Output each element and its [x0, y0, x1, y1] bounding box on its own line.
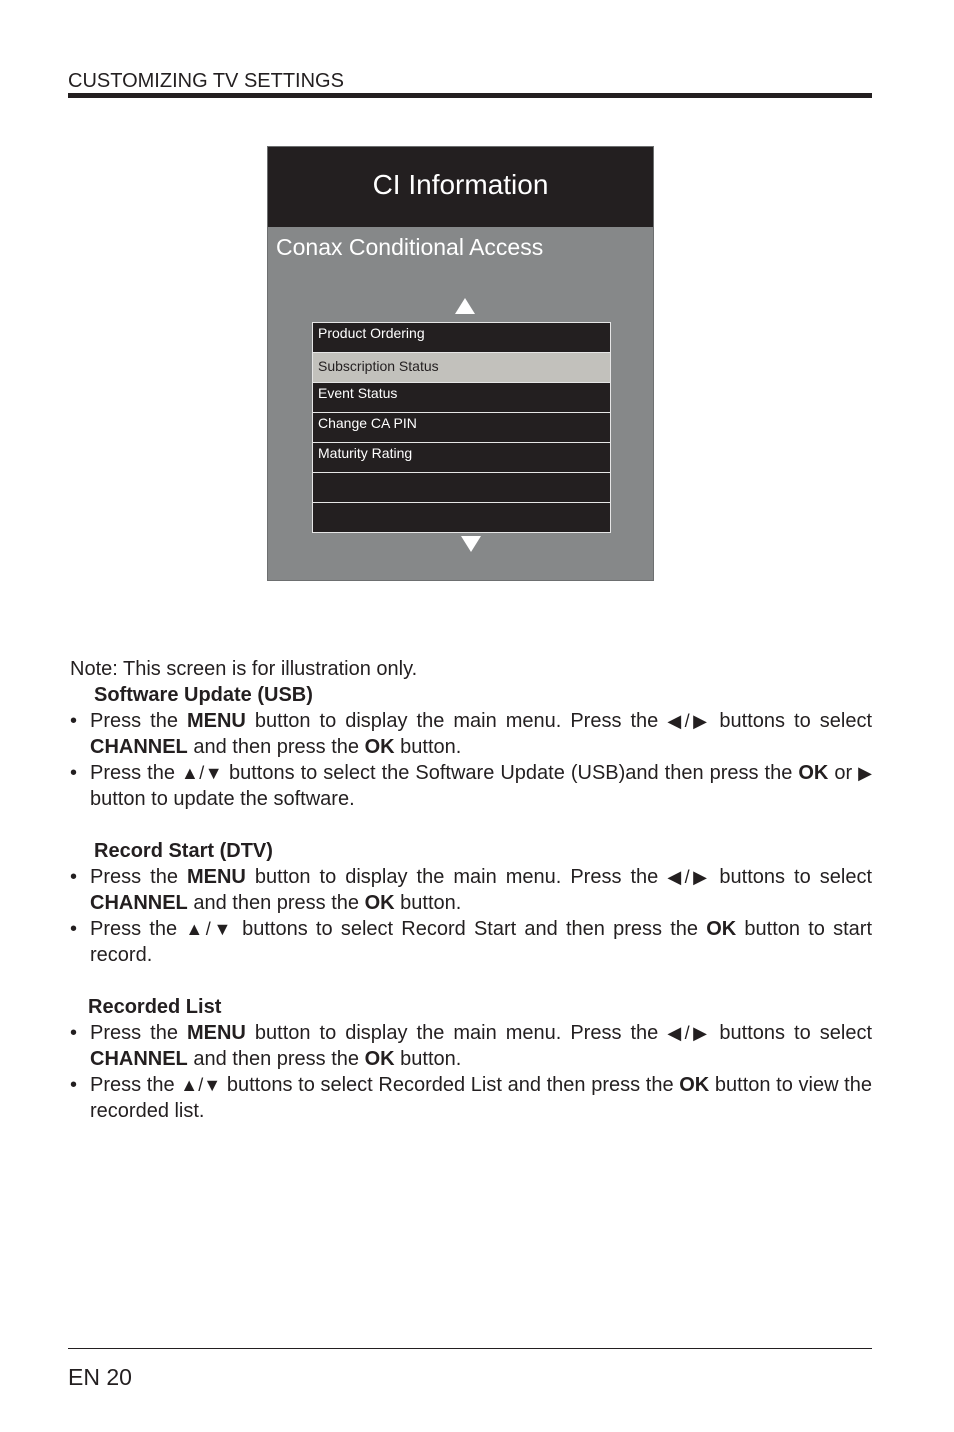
page-number: EN 20 [68, 1364, 132, 1390]
list-item: • Press the MENU button to display the main menu. Press the ◀/▶ buttons to select CHANNEL and then press the OK button. [70, 708, 872, 760]
menu-item-event-status[interactable]: Event Status [313, 383, 610, 413]
menu-item-maturity-rating[interactable]: Maturity Rating [313, 443, 610, 473]
right-arrow-icon: ▶ [858, 763, 872, 783]
note: Note: This screen is for illustration only. [70, 658, 418, 680]
section-title: Software Update (USB) [94, 684, 313, 706]
scroll-down-arrow-icon [461, 536, 481, 552]
menu-item-subscription-status[interactable]: Subscription Status [313, 353, 610, 383]
up-down-arrows-icon: ▲/▼ [180, 1075, 222, 1095]
left-right-arrows-icon: ◀/▶ [667, 867, 711, 887]
header-rule [68, 93, 872, 98]
list-item: • Press the MENU button to display the main menu. Press the ◀/▶ buttons to select CHANNEL and then press the OK button. [70, 864, 872, 916]
menu-item-empty [313, 503, 610, 533]
instructions [70, 656, 872, 1124]
menu-item-empty [313, 473, 610, 503]
up-down-arrows-icon: ▲/▼ [185, 919, 234, 939]
menu-list [312, 322, 611, 533]
scroll-up-arrow-icon [455, 298, 475, 314]
menu-title: CI Information [268, 147, 653, 227]
left-right-arrows-icon: ◀/▶ [667, 711, 711, 731]
menu-item-product-ordering[interactable]: Product Ordering [313, 323, 610, 353]
list-item: • Press the ▲/▼ buttons to select the Software Update (USB)and then press the OK or ▶ button to update the software. [70, 760, 872, 812]
menu-subtitle: Conax Conditional Access [276, 234, 544, 260]
section-software-update [70, 682, 872, 812]
ci-information-screen [267, 146, 654, 581]
section-title: Recorded List [88, 996, 222, 1018]
menu-item-change-ca-pin[interactable]: Change CA PIN [313, 413, 610, 443]
section-record-start [70, 838, 872, 968]
page-header: CUSTOMIZING TV SETTINGS [68, 70, 344, 92]
list-item: • Press the MENU button to display the main menu. Press the ◀/▶ buttons to select CHANNEL and then press the OK button. [70, 1020, 872, 1072]
up-down-arrows-icon: ▲/▼ [180, 763, 223, 783]
list-item: • Press the ▲/▼ buttons to select Record Start and then press the OK button to start record. [70, 916, 872, 968]
left-right-arrows-icon: ◀/▶ [667, 1023, 711, 1043]
section-title: Record Start (DTV) [94, 840, 273, 862]
footer-rule [68, 1348, 872, 1349]
section-recorded-list [70, 994, 872, 1124]
list-item: • Press the ▲/▼ buttons to select Recorded List and then press the OK button to view the recorded list. [70, 1072, 872, 1124]
